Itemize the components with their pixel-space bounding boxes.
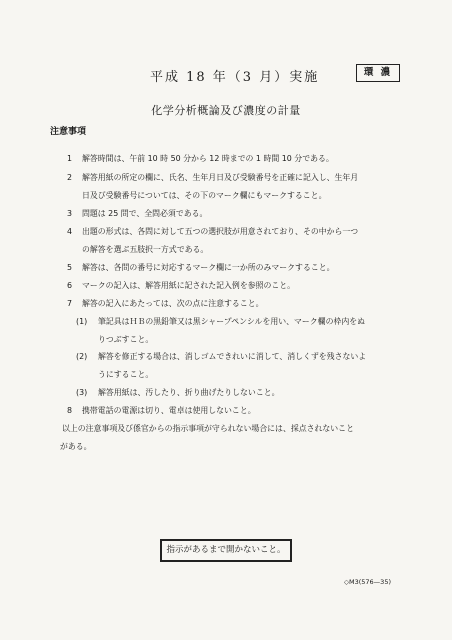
subject-title: 化学分析概論及び濃度の計量 — [151, 104, 301, 117]
item-text: 解答用紙の所定の欄に、氏名、生年月日及び受験番号を正確に記入し、生年月 — [82, 173, 359, 182]
closing-text: 以上の注意事項及び係官からの指示事項が守られない場合には、採点されないこと — [62, 424, 354, 433]
subitem-text: 解答を修正する場合は、消しゴムできれいに消して、消しくずを残さないよ — [98, 352, 367, 361]
subitem-text: うにすること。 — [98, 370, 154, 379]
item-number: 6 — [66, 281, 72, 290]
header — [0, 66, 452, 86]
closing-text: がある。 — [60, 442, 92, 451]
item-text: 解答の記入にあたっては、次の点に注意すること。 — [82, 299, 264, 308]
do-not-open-notice: 指示があるまで開かないこと。 — [160, 539, 292, 562]
subitem-number: (2) — [76, 352, 88, 361]
item-number: 2 — [66, 173, 72, 182]
notes-heading: 注意事項 — [50, 127, 87, 137]
item-number: 4 — [66, 227, 72, 236]
item-number: 3 — [66, 209, 72, 218]
item-text: 携帯電話の電源は切り、電卓は使用しないこと。 — [82, 406, 256, 415]
subitem-number: (1) — [76, 317, 88, 326]
subitem-text: 筆記具はＨＢの黒鉛筆又は黒シャープペンシルを用い、マーク欄の枠内をぬ — [98, 317, 366, 326]
item-number: 7 — [66, 299, 72, 308]
item-text: 問題は 25 問で、全問必須である。 — [82, 209, 208, 218]
item-text: 解答は、各問の番号に対応するマーク欄に一か所のみマークすること。 — [82, 263, 335, 272]
exam-code: ◇M3(576—35) — [344, 578, 391, 586]
item-text: マークの記入は、解答用紙に記された記入例を参照のこと。 — [82, 281, 296, 290]
item-number: 1 — [66, 154, 72, 163]
exam-date: 平成 18 年（3 月）実施 — [150, 70, 320, 85]
subitem-text: 解答用紙は、汚したり、折り曲げたりしないこと。 — [98, 388, 280, 397]
item-text: 日及び受験番号については、その下のマーク欄にもマークすること。 — [82, 191, 327, 200]
item-number: 8 — [66, 406, 72, 415]
subitem-number: (3) — [76, 388, 88, 397]
field-label-box: 環 濃 — [356, 64, 400, 82]
item-text: の解答を選ぶ五肢択一方式である。 — [82, 245, 209, 254]
subitem-text: りつぶすこと。 — [98, 335, 154, 344]
item-number: 5 — [66, 263, 72, 272]
item-text: 解答時間は、午前 10 時 50 分から 12 時までの 1 時間 10 分である。 — [82, 154, 334, 163]
item-text: 出題の形式は、各問に対して五つの選択肢が用意されており、その中から一つ — [82, 227, 359, 236]
